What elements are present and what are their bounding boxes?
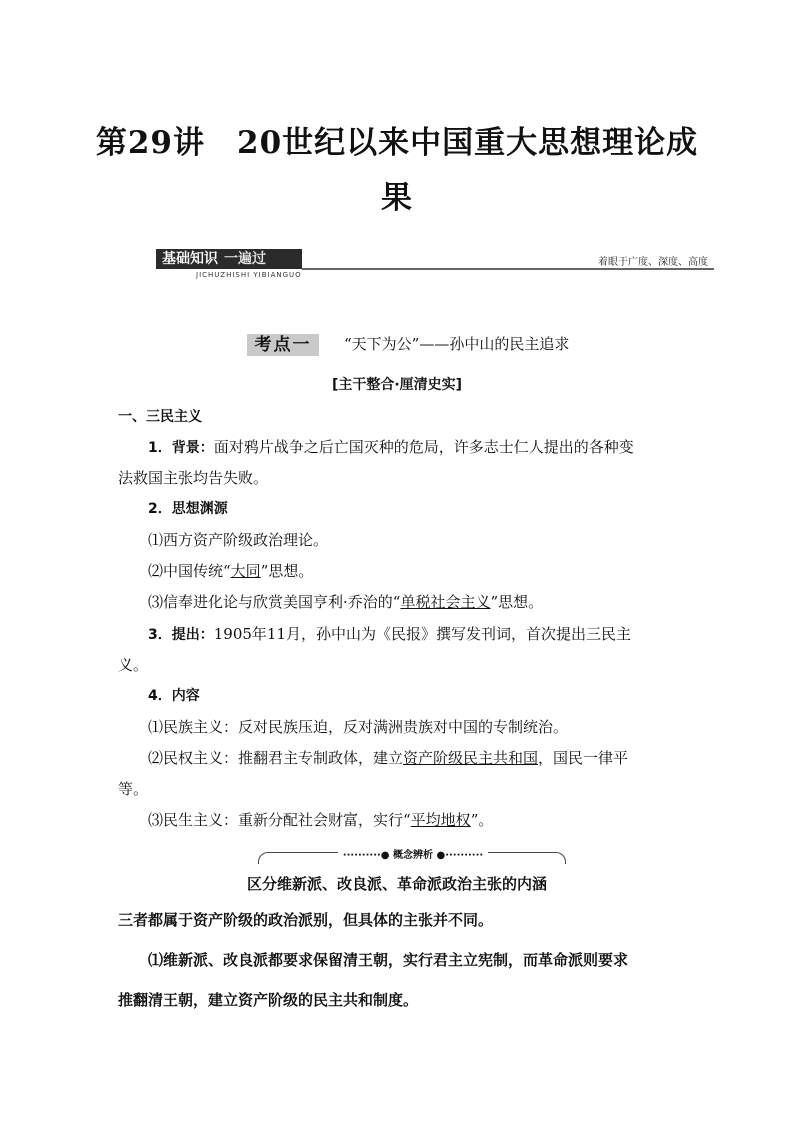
page-title-continued: 果 <box>381 180 413 216</box>
list-item-text: ”。 <box>470 811 494 829</box>
banner-label-alt: 一遍过 <box>224 251 266 267</box>
list-item <box>118 588 678 616</box>
page-title: 第29讲 20世纪以来中国重大思想理论成 <box>95 125 699 161</box>
list-item-text: ⑵民权主义：推翻君主专制政体，建立 <box>148 749 404 767</box>
list-item-text: ⑴西方资产阶级政治理论。 <box>148 531 329 549</box>
underlined-term: 单税社会主义 <box>400 593 491 611</box>
kaodian-badge: 考点一 <box>247 334 319 356</box>
paragraph-proposal-cont: 义。 <box>118 656 149 674</box>
list-item-text: ，国民一律平 <box>538 749 629 767</box>
banner-divider <box>302 268 714 270</box>
list-item <box>118 744 678 772</box>
concept-paragraph-cont: 推翻清王朝，建立资产阶级的民主共和制度。 <box>118 991 419 1009</box>
paragraph-text: 1905年11月，孙中山为《民报》撰写发刊词，首次提出三民主 <box>213 625 632 643</box>
banner-label-box <box>156 249 302 269</box>
underlined-term: 平均地权 <box>410 811 471 829</box>
paragraph-proposal <box>118 620 678 649</box>
list-item <box>118 806 678 834</box>
list-item: ⑴民族主义：反对民族压迫，反对满洲贵族对中国的专制统治。 <box>148 718 569 736</box>
section-banner <box>156 249 714 281</box>
list-item <box>118 526 678 554</box>
paragraph-background <box>118 433 678 462</box>
list-item-text: ”思想。 <box>490 593 544 611</box>
list-item <box>118 557 678 585</box>
subsection-heading: 4．内容 <box>148 688 200 704</box>
concept-label: ··········● 概念辨析 ●·········· <box>258 846 568 861</box>
list-item-text: ”思想。 <box>260 562 314 580</box>
list-item-text: ⑶民生主义：重新分配社会财富，实行“ <box>148 811 411 829</box>
paragraph-text: 面对鸦片战争之后亡国灭种的危局，许多志士仁人提出的各种变 <box>213 438 634 456</box>
paragraph-lead: 3．提出： <box>148 627 214 643</box>
concept-paragraph: 三者都属于资产阶级的政治派别，但具体的主张并不同。 <box>118 911 494 929</box>
list-item-text: ⑶信奉进化论与欣赏美国亨利·乔治的“ <box>148 593 401 611</box>
banner-label: 基础知识 <box>162 251 218 267</box>
kaodian-title: “天下为公”——孙中山的民主追求 <box>344 335 570 353</box>
paragraph-lead: 1．背景： <box>148 440 214 456</box>
list-item-text: ⑵中国传统“ <box>148 562 231 580</box>
underlined-term: 大同 <box>230 562 261 580</box>
paragraph-background-cont: 法救国主张均告失败。 <box>118 469 269 487</box>
banner-tagline: 着眼于广度、深度、高度 <box>598 257 708 268</box>
subheading: [主干整合·厘清史实] <box>331 377 463 393</box>
list-item-cont: 等。 <box>118 780 149 798</box>
concept-title: 区分维新派、改良派、革命派政治主张的内涵 <box>246 875 547 893</box>
underlined-term: 资产阶级民主共和国 <box>403 749 539 767</box>
concept-paragraph: ⑴维新派、改良派都要求保留清王朝，实行君主立宪制，而革命派则要求 <box>148 951 629 969</box>
concept-box-header <box>258 846 568 864</box>
banner-pinyin: JICHUZHISHI YIBIANGUO <box>196 271 302 279</box>
section-heading: 一、三民主义 <box>118 409 202 425</box>
subsection-heading: 2．思想渊源 <box>148 501 228 517</box>
